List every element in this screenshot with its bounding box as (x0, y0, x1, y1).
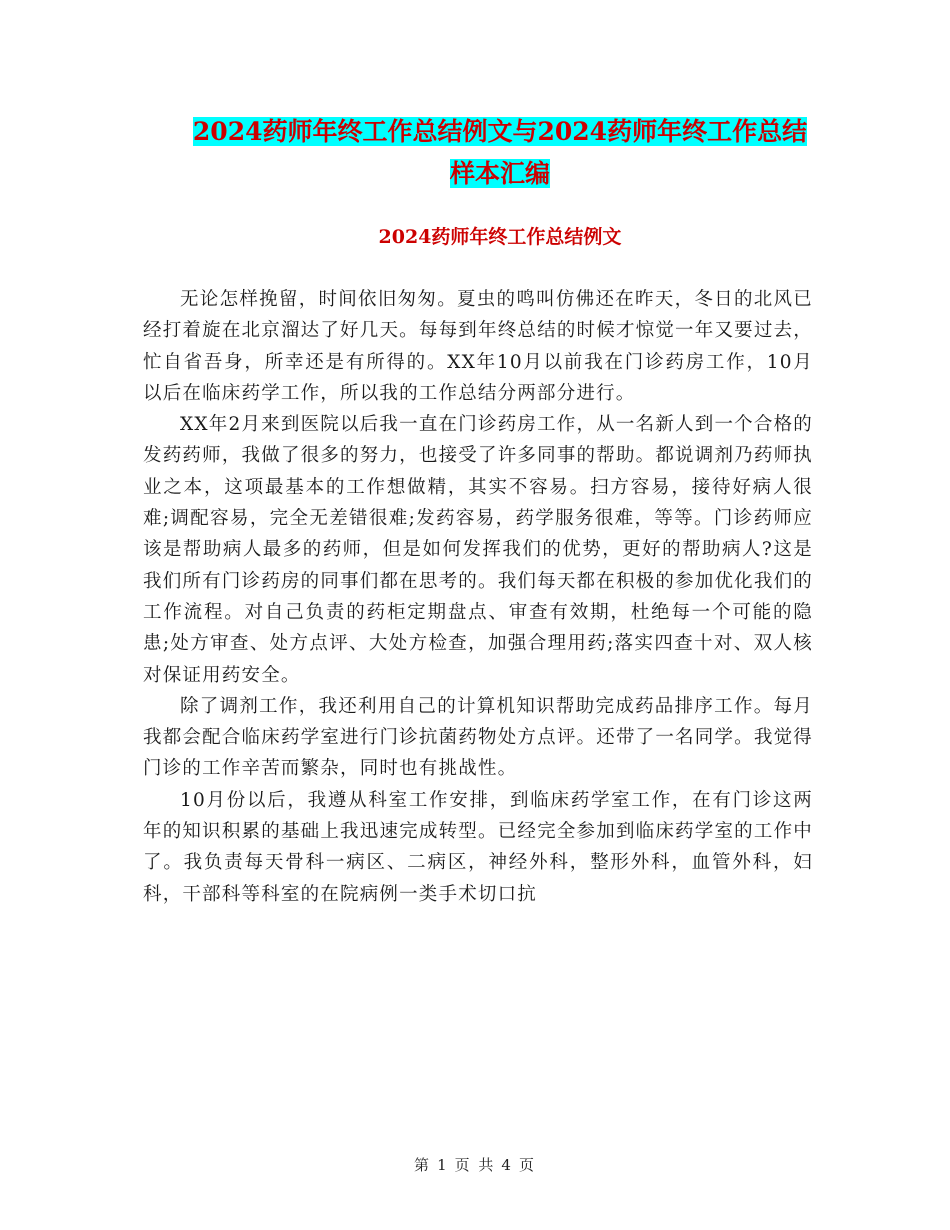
title-line-2: 样本汇编 (449, 159, 550, 188)
title-line-1: 2024药师年终工作总结例文与2024药师年终工作总结 (192, 117, 808, 146)
footer-page-current: 1 (437, 1156, 449, 1174)
paragraph: 无论怎样挽留，时间依旧匆匆。夏虫的鸣叫仿佛还在昨天，冬日的北风已经打着旋在北京溜达了好几天。每每到年终总结的时候才惊觉一年又要过去，忙自省吾身，所幸还是有所得的。XX年10月以前我在门诊药房工作，10月以后在临床药学工作，所以我的工作总结分两部分进行。 (143, 289, 813, 404)
footer-prefix: 第 (414, 1156, 432, 1174)
paragraph: 10月份以后，我遵从科室工作安排，到临床药学室工作，在有门诊这两年的知识积累的基础上我迅速完成转型。已经完全参加到临床药学室的工作中了。我负责每天骨科一病区、二病区，神经外科，整形外科，血管外科，妇科，干部科等科室的在院病例一类手术切口抗 (143, 789, 813, 905)
footer-middle: 页 共 (454, 1156, 496, 1174)
document-title (140, 111, 860, 195)
document-body (143, 284, 813, 910)
footer-page-total: 4 (501, 1156, 513, 1174)
page-footer (0, 1154, 950, 1175)
paragraph: XX年2月来到医院以后我一直在门诊药房工作，从一名新人到一个合格的发药药师，我做了很多的努力，也接受了许多同事的帮助。都说调剂乃药师执业之本，这项最基本的工作想做精，其实不容易。扫方容易，接待好病人很难;调配容易，完全无差错很难;发药容易，药学服务很难，等等。门诊药师应该是帮助病人最多的药师，但是如何发挥我们的优势，更好的帮助病人?这是我们所有门诊药房的同事们都在思考的。我们每天都在积极的参加优化我们的工作流程。对自己负责的药柜定期盘点、审查有效期，杜绝每一个可能的隐患;处方审查、处方点评、大处方检查，加强合理用药;落实四查十对、双人核对保证用药安全。 (143, 414, 813, 686)
paragraph: 除了调剂工作，我还利用自己的计算机知识帮助完成药品排序工作。每月我都会配合临床药学室进行门诊抗菌药物处方点评。还带了一名同学。我觉得门诊的工作辛苦而繁杂，同时也有挑战性。 (143, 695, 813, 780)
section-title: 2024药师年终工作总结例文 (378, 226, 622, 248)
footer-suffix: 页 (518, 1156, 536, 1174)
